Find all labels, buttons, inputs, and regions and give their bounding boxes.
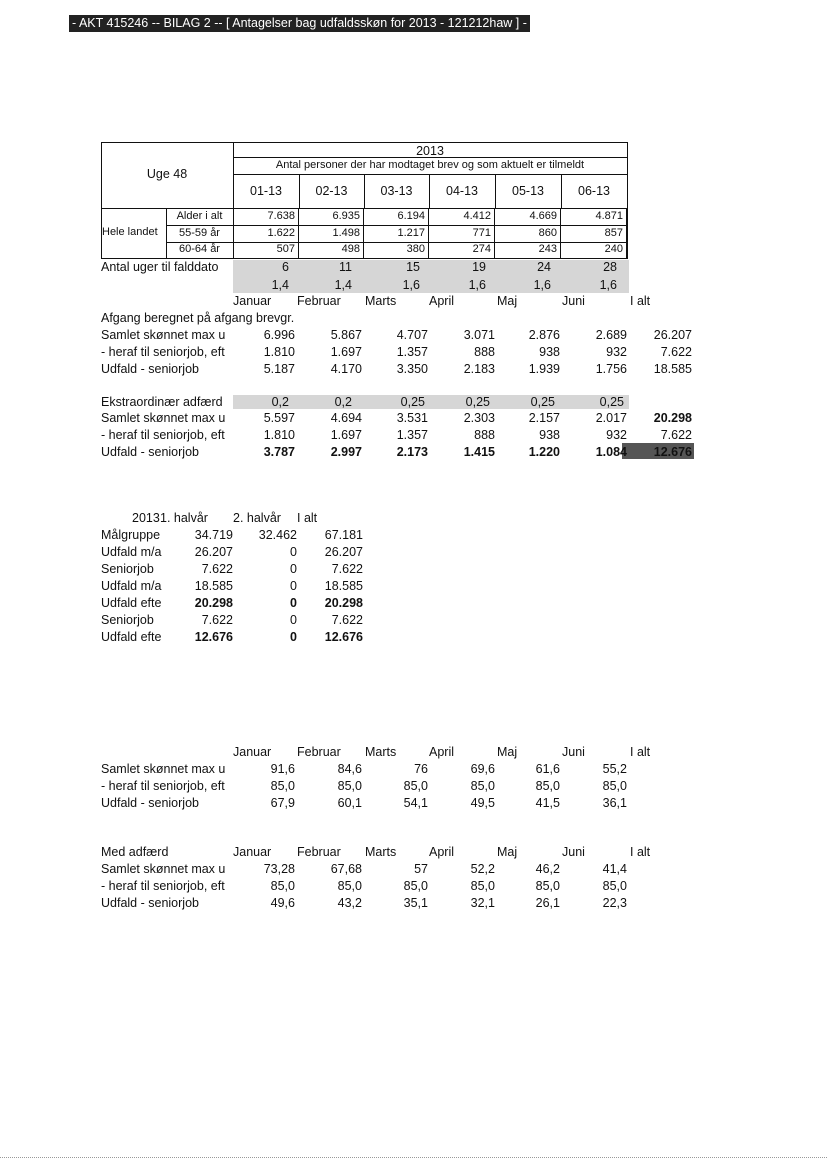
- value-cell: 49,5: [470, 796, 495, 810]
- month-header: Maj: [497, 745, 518, 759]
- value-cell: 55,2: [602, 762, 627, 776]
- table-cell: 860: [538, 226, 557, 239]
- factor-value: 0,2: [334, 395, 352, 409]
- table-cell: 1.622: [267, 226, 295, 239]
- row-label: Udfald m/a: [101, 545, 162, 559]
- value-cell: 2.017: [595, 411, 627, 425]
- document-header: - AKT 415246 -- BILAG 2 -- [ Antagelser bag udfaldsskøn for 2013 - 121212haw ] -: [69, 15, 530, 32]
- row-label: - heraf til seniorjob, eft: [101, 779, 225, 793]
- column-header: 03-13: [380, 184, 413, 198]
- row-label: Udfald efte: [101, 630, 162, 644]
- value-cell: 41,4: [602, 862, 627, 876]
- value-cell: 3.787: [263, 445, 295, 459]
- value-cell: 54,1: [403, 796, 428, 810]
- value-cell: 32,1: [470, 896, 495, 910]
- table-border: [233, 174, 627, 175]
- value-cell: 938: [539, 428, 560, 442]
- value-cell: 4.707: [396, 328, 428, 342]
- value-cell: 3.531: [396, 411, 428, 425]
- table-cell: 6.935: [332, 210, 360, 222]
- value-cell: 26.207: [653, 328, 692, 342]
- month-header: Januar: [233, 745, 272, 759]
- factor-value: 0,25: [465, 395, 490, 409]
- table-border: [101, 258, 234, 259]
- month-header: Januar: [233, 294, 272, 308]
- value-cell: 67,68: [330, 862, 362, 876]
- value-cell: 85,0: [470, 779, 495, 793]
- month-header: Marts: [365, 845, 397, 859]
- shaded-behaviour-band: [233, 395, 629, 409]
- value-cell: 26.207: [194, 545, 233, 559]
- value-cell: 22,3: [602, 896, 627, 910]
- value-cell: 85,0: [270, 779, 295, 793]
- value-cell: 32.462: [258, 528, 297, 542]
- value-cell: 2.876: [528, 328, 560, 342]
- row-label: Samlet skønnet max u: [101, 411, 226, 425]
- value-cell: 4.694: [330, 411, 362, 425]
- row-label: Udfald - seniorjob: [101, 445, 199, 459]
- value-cell: 1.697: [330, 345, 362, 359]
- column-header: 01-13: [250, 184, 282, 198]
- month-header: I alt: [630, 745, 651, 759]
- value-cell: 932: [606, 345, 627, 359]
- factor-value: 0,25: [400, 395, 425, 409]
- value-cell: 57: [414, 862, 428, 876]
- column-header: 02-13: [315, 184, 348, 198]
- table-border: [101, 208, 628, 209]
- factor-value: 0,2: [271, 395, 289, 409]
- table-cell: 4.669: [529, 210, 557, 222]
- value-cell: 1.939: [528, 362, 560, 376]
- column-header: 06-13: [578, 184, 610, 198]
- value-cell: 938: [539, 345, 560, 359]
- value-cell: 85,0: [602, 779, 627, 793]
- row-label: - heraf til seniorjob, eft: [101, 879, 225, 893]
- month-header: April: [429, 845, 455, 859]
- factor-value: 0,25: [530, 395, 555, 409]
- value-cell: 61,6: [535, 762, 560, 776]
- row-label: Målgruppe: [101, 528, 161, 542]
- table-cell: 507: [276, 243, 295, 255]
- column-header: 04-13: [446, 184, 478, 198]
- value-cell: 49,6: [270, 896, 295, 910]
- value-cell: 7.622: [201, 613, 233, 627]
- value-cell: 12.676: [653, 445, 692, 459]
- row-label: Samlet skønnet max u: [101, 762, 226, 776]
- table-cell: 1.217: [397, 226, 425, 239]
- value-cell: 36,1: [602, 796, 627, 810]
- value-cell: 18.585: [194, 579, 233, 593]
- value-cell: 0: [290, 596, 297, 610]
- table-cell: 6.194: [397, 210, 425, 222]
- weeks-value: 28: [603, 260, 617, 274]
- value-cell: 0: [290, 579, 297, 593]
- row-label: - heraf til seniorjob, eft: [101, 428, 225, 442]
- value-cell: 46,2: [535, 862, 560, 876]
- table-border: [233, 258, 627, 259]
- month-header: Maj: [497, 845, 518, 859]
- value-cell: 0: [290, 613, 297, 627]
- value-cell: 5.867: [330, 328, 362, 342]
- month-header: Februar: [297, 745, 341, 759]
- value-cell: 1.810: [263, 428, 295, 442]
- factor-value: 1,6: [402, 278, 420, 292]
- weeks-value: 15: [406, 260, 420, 274]
- row-label: Udfald - seniorjob: [101, 896, 199, 910]
- value-cell: 2.997: [330, 445, 362, 459]
- table-border: [101, 142, 102, 259]
- value-cell: 20.298: [653, 411, 692, 425]
- value-cell: 18.585: [653, 362, 692, 376]
- month-header: Juni: [562, 845, 585, 859]
- weeks-value: 6: [282, 260, 289, 274]
- value-cell: 52,2: [470, 862, 495, 876]
- value-cell: 5.597: [263, 411, 295, 425]
- value-cell: 1.357: [396, 345, 428, 359]
- row-label: Seniorjob: [101, 562, 154, 576]
- table-cell: 274: [472, 243, 491, 255]
- value-cell: 85,0: [403, 879, 428, 893]
- value-cell: 35,1: [403, 896, 428, 910]
- month-header: Marts: [365, 745, 397, 759]
- region-label: Hele landet: [102, 226, 158, 238]
- value-cell: 85,0: [270, 879, 295, 893]
- year-label: 2013: [416, 144, 444, 158]
- column-header: 05-13: [512, 184, 544, 198]
- value-cell: 85,0: [470, 879, 495, 893]
- factor-value: 0,25: [599, 395, 624, 409]
- value-cell: 26.207: [324, 545, 363, 559]
- table-cell: 7.638: [267, 210, 295, 222]
- value-cell: 6.996: [263, 328, 295, 342]
- halvaar-header: 1. halvår: [160, 511, 208, 525]
- value-cell: 2.303: [463, 411, 495, 425]
- value-cell: 12.676: [194, 630, 233, 644]
- value-cell: 1.415: [463, 445, 495, 459]
- row-label: Udfald - seniorjob: [101, 362, 199, 376]
- weeks-value: 24: [537, 260, 551, 274]
- value-cell: 67.181: [324, 528, 363, 542]
- value-cell: 7.622: [201, 562, 233, 576]
- value-cell: 0: [290, 562, 297, 576]
- value-cell: 0: [290, 630, 297, 644]
- value-cell: 85,0: [602, 879, 627, 893]
- month-header: Februar: [297, 294, 341, 308]
- month-header: Februar: [297, 845, 341, 859]
- age-group-label: 55-59 år: [179, 226, 220, 239]
- table-cell: 4.871: [595, 210, 623, 222]
- halvaar-header: 2013: [132, 511, 160, 525]
- value-cell: 67,9: [270, 796, 295, 810]
- month-header: I alt: [630, 845, 651, 859]
- value-cell: 20.298: [324, 596, 363, 610]
- value-cell: 888: [474, 345, 495, 359]
- value-cell: 18.585: [324, 579, 363, 593]
- month-header: Januar: [233, 845, 272, 859]
- table-border: [101, 142, 628, 143]
- value-cell: 2.157: [528, 411, 560, 425]
- row-label: Udfald m/a: [101, 579, 162, 593]
- section-title: Ekstraordinær adfærd: [101, 395, 223, 409]
- row-label: Samlet skønnet max u: [101, 862, 226, 876]
- value-cell: 76: [414, 762, 428, 776]
- value-cell: 3.350: [396, 362, 428, 376]
- month-header: Maj: [497, 294, 518, 308]
- factor-value: 1,6: [468, 278, 486, 292]
- value-cell: 2.183: [463, 362, 495, 376]
- value-cell: 91,6: [270, 762, 295, 776]
- value-cell: 20.298: [194, 596, 233, 610]
- row-label: Udfald - seniorjob: [101, 796, 199, 810]
- value-cell: 60,1: [337, 796, 362, 810]
- halvaar-header: I alt: [297, 511, 318, 525]
- value-cell: 85,0: [337, 779, 362, 793]
- value-cell: 4.170: [330, 362, 362, 376]
- table-border: [627, 142, 628, 259]
- table-border: [626, 208, 627, 258]
- month-header: Juni: [562, 294, 585, 308]
- value-cell: 34.719: [194, 528, 233, 542]
- table-cell: 4.412: [463, 210, 491, 222]
- value-cell: 2.173: [396, 445, 428, 459]
- weeks-value: 19: [472, 260, 486, 274]
- value-cell: 5.187: [263, 362, 295, 376]
- value-cell: 73,28: [263, 862, 295, 876]
- value-cell: 1.756: [595, 362, 627, 376]
- table-cell: 380: [406, 243, 425, 255]
- row-label: Samlet skønnet max u: [101, 328, 226, 342]
- weeks-value: 11: [339, 260, 352, 274]
- table-cell: 1.498: [332, 226, 360, 239]
- value-cell: 85,0: [535, 779, 560, 793]
- table-subtitle: Antal personer der har modtaget brev og som aktuelt er tilmeldt: [275, 159, 585, 171]
- row-label: - heraf til seniorjob, eft: [101, 345, 225, 359]
- halvaar-header: 2. halvår: [233, 511, 281, 525]
- month-header: Marts: [365, 294, 397, 308]
- table-cell: 243: [538, 243, 557, 255]
- section-title: Med adfærd: [101, 845, 169, 859]
- value-cell: 41,5: [535, 796, 560, 810]
- value-cell: 85,0: [403, 779, 428, 793]
- value-cell: 1.357: [396, 428, 428, 442]
- table-cell: 240: [604, 243, 623, 255]
- value-cell: 26,1: [535, 896, 560, 910]
- month-header: April: [429, 294, 455, 308]
- value-cell: 932: [606, 428, 627, 442]
- value-cell: 2.689: [595, 328, 627, 342]
- table-cell: 771: [472, 226, 491, 239]
- shaded-weeks-band: [233, 260, 629, 293]
- section-title: Afgang beregnet på afgang brevgr.: [101, 311, 295, 325]
- value-cell: 84,6: [337, 762, 362, 776]
- value-cell: 7.622: [660, 428, 692, 442]
- value-cell: 7.622: [660, 345, 692, 359]
- value-cell: 12.676: [324, 630, 363, 644]
- value-cell: 85,0: [535, 879, 560, 893]
- table-cell: 857: [604, 226, 623, 239]
- age-group-label: Alder i alt: [176, 210, 223, 222]
- factor-value: 1,6: [599, 278, 617, 292]
- age-group-label: 60-64 år: [179, 243, 220, 255]
- value-cell: 7.622: [331, 562, 363, 576]
- value-cell: 85,0: [337, 879, 362, 893]
- row-label: Udfald efte: [101, 596, 162, 610]
- factor-value: 1,4: [334, 278, 352, 292]
- week-label: Uge 48: [146, 167, 188, 181]
- value-cell: 7.622: [331, 613, 363, 627]
- value-cell: 888: [474, 428, 495, 442]
- value-cell: 0: [290, 545, 297, 559]
- factor-value: 1,6: [533, 278, 551, 292]
- weeks-label: Antal uger til falddato: [101, 260, 219, 274]
- value-cell: 1.697: [330, 428, 362, 442]
- value-cell: 3.071: [463, 328, 495, 342]
- table-cell: 498: [341, 243, 360, 255]
- value-cell: 1.220: [528, 445, 560, 459]
- month-header: Juni: [562, 745, 585, 759]
- month-header: I alt: [630, 294, 651, 308]
- value-cell: 69,6: [470, 762, 495, 776]
- value-cell: 1.810: [263, 345, 295, 359]
- month-header: April: [429, 745, 455, 759]
- factor-value: 1,4: [271, 278, 289, 292]
- page-bottom-edge: [0, 1157, 827, 1158]
- row-label: Seniorjob: [101, 613, 154, 627]
- value-cell: 43,2: [337, 896, 362, 910]
- value-cell: 1.084: [595, 445, 627, 459]
